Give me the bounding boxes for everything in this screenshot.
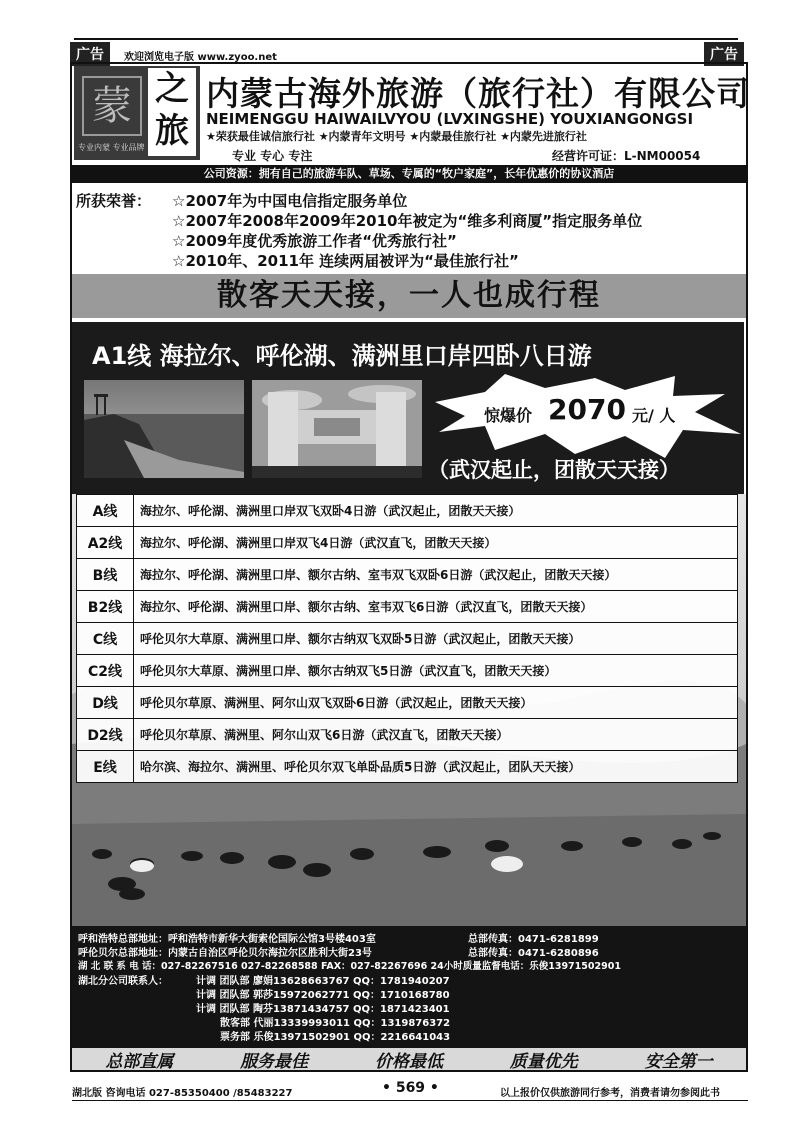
route-list	[76, 494, 738, 783]
route-desc: 海拉尔、呼伦湖、满洲里口岸双飞4日游（武汉直飞，团散天天接）	[140, 536, 497, 550]
route-row-d2	[76, 719, 738, 751]
page-number: • 569 •	[382, 1080, 439, 1096]
welcome-text: 欢迎浏览电子版 www.zyoo.net	[124, 52, 277, 63]
staff-contact: 散客部 代丽13339993011 QQ：1319876372	[220, 1018, 451, 1029]
route-code: A线	[77, 495, 134, 526]
award-item: ☆2007年为中国电信指定服务单位	[172, 192, 408, 210]
header-rule	[74, 38, 738, 40]
footer-rule	[72, 1100, 748, 1101]
hq-address: 呼和浩特总部地址：呼和浩特市新华大街索伦国际公馆3号楼403室	[78, 934, 376, 945]
logo-zhi-char: 之	[155, 69, 189, 109]
hlbe-address: 呼伦贝尔总部地址：内蒙古自治区呼伦贝尔海拉尔区胜利大街23号	[78, 948, 372, 959]
award-item: ☆2010年、2011年 连续两届被评为“最佳旅行社”	[172, 252, 519, 270]
staff-contact: 计调 团队部 陶芬13871434757 QQ：1871423401	[196, 1004, 450, 1015]
route-desc: 海拉尔、呼伦湖、满洲里口岸、额尔古纳、室韦双飞6日游（武汉直飞，团散天天接）	[140, 600, 593, 614]
slogan-bar	[72, 1048, 746, 1070]
route-code: B线	[77, 559, 134, 590]
route-code: B2线	[77, 591, 134, 622]
lake-cliff-photo	[84, 380, 244, 478]
awards-title: 所获荣誉：	[76, 192, 152, 210]
route-code: E线	[77, 751, 134, 782]
logo-zhilv-chars	[148, 68, 196, 156]
slogan-item: 服务最佳	[240, 1051, 309, 1072]
route-code: C线	[77, 623, 134, 654]
route-row-e	[76, 751, 738, 783]
route-desc: 海拉尔、呼伦湖、满洲里口岸双飞双卧4日游（武汉起止，团散天天接）	[140, 504, 521, 518]
route-row-c2	[76, 655, 738, 687]
route-desc: 海拉尔、呼伦湖、满洲里口岸、额尔古纳、室韦双飞双卧6日游（武汉起止，团散天天接）	[140, 568, 617, 582]
route-code: D线	[77, 687, 134, 718]
hlbe-fax: 总部传真：0471-6280896	[468, 948, 599, 959]
logo-slogan: 专业内蒙 专业品牌	[78, 143, 145, 152]
company-motto: 专业 专心 专注	[232, 149, 313, 163]
slogan-item: 价格最低	[374, 1051, 443, 1072]
price-value: 2070	[548, 393, 626, 426]
ad-badge-left: 广告	[70, 42, 110, 66]
company-pinyin: NEIMENGGU HAIWAILVYOU (LVXINGSHE) YOUXIANGONGSI	[206, 110, 694, 128]
footer-disclaimer: 以上报价仅供旅游同行参考，消费者请勿参阅此书	[500, 1088, 720, 1099]
route-desc: 哈尔滨、海拉尔、满洲里、呼伦贝尔双飞单卧品质5日游（武汉起止，团队天天接）	[140, 760, 581, 774]
route-row-d	[76, 687, 738, 719]
logo-meng-char: 蒙	[82, 76, 142, 136]
featured-route-title: A1线 海拉尔、呼伦湖、满洲里口岸四卧八日游	[92, 342, 592, 370]
route-desc: 呼伦贝尔草原、满洲里、阿尔山双飞6日游（武汉直飞，团散天天接）	[140, 728, 509, 742]
logo-lv-char: 旅	[155, 111, 189, 151]
route-code: D2线	[77, 719, 134, 750]
company-resources: 公司资源：拥有自己的旅游车队、草场、专属的“牧户家庭”，长年优惠价的协议酒店	[72, 165, 746, 183]
route-code: C2线	[77, 655, 134, 686]
route-row-a	[76, 494, 738, 527]
ad-badge-right: 广告	[704, 42, 744, 66]
license-number: 经营许可证：L-NM00054	[552, 149, 701, 163]
route-desc: 呼伦贝尔草原、满洲里、阿尔山双飞双卧6日游（武汉起止，团散天天接）	[140, 696, 533, 710]
company-name: 内蒙古海外旅游（旅行社）有限公司	[206, 74, 750, 113]
hubei-phone: 湖 北 联 系 电 话：027-82267516 027-82268588 FAX：027-82267696 24小时质量监督电话：乐俊13971502901	[78, 961, 621, 972]
route-code: A2线	[77, 527, 134, 558]
route-row-b2	[76, 591, 738, 623]
staff-contact: 计调 团队部 廖娟13628663767 QQ：1781940207	[196, 976, 450, 987]
headline-banner: 散客天天接，一人也成行程	[72, 274, 746, 318]
route-desc: 呼伦贝尔大草原、满洲里口岸、额尔古纳双飞5日游（武汉直飞，团散天天接）	[140, 664, 557, 678]
staff-contact: 票务部 乐俊13971502901 QQ：2216641043	[220, 1032, 451, 1043]
price-label: 惊爆价	[484, 406, 533, 425]
slogan-item: 质量优先	[509, 1051, 578, 1072]
slogan-item: 总部直属	[105, 1051, 174, 1072]
company-honors: ★荣获最佳诚信旅行社 ★内蒙青年文明号 ★内蒙最佳旅行社 ★内蒙先进旅行社	[206, 130, 587, 143]
staff-contact: 计调 团队部 郭莎15972062771 QQ：1710168780	[196, 990, 450, 1001]
featured-note: （武汉起止，团散天天接）	[428, 458, 680, 482]
route-row-a2	[76, 527, 738, 559]
route-row-c	[76, 623, 738, 655]
footer-contact: 湖北版 咨询电话 027-85350400 /85483227	[72, 1088, 293, 1099]
award-item: ☆2009年度优秀旅游工作者“优秀旅行社”	[172, 232, 457, 250]
route-row-b	[76, 559, 738, 591]
price-unit: 元/ 人	[632, 406, 676, 425]
award-item: ☆2007年2008年2009年2010年被定为“维多利商厦”指定服务单位	[172, 212, 643, 230]
manzhouli-gate-photo	[252, 380, 422, 478]
route-desc: 呼伦贝尔大草原、满洲里口岸、额尔古纳双飞双卧5日游（武汉起止，团散天天接）	[140, 632, 581, 646]
brand-logo	[74, 66, 200, 160]
contact-block	[72, 926, 746, 1048]
hubei-contacts-label: 湖北分公司联系人：	[78, 976, 168, 987]
hq-fax: 总部传真：0471-6281899	[468, 934, 599, 945]
slogan-item: 安全第一	[644, 1051, 713, 1072]
